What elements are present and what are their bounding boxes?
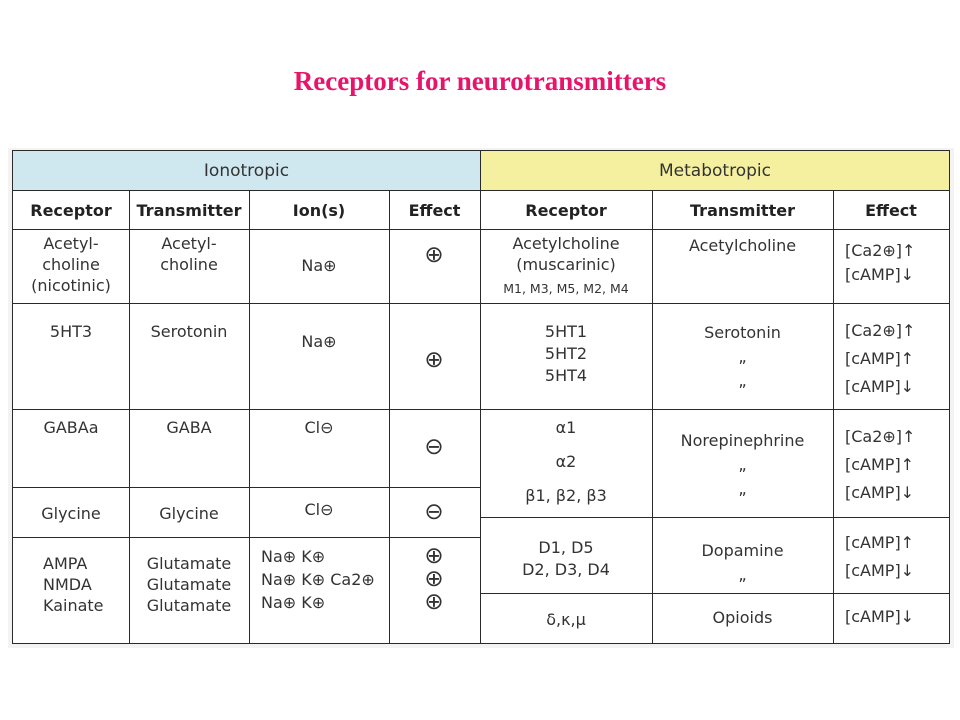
iono-transmitter-cell: Glycine — [159, 504, 219, 523]
meta-receptor-cell: 5HT1 5HT2 5HT4 — [544, 322, 588, 385]
meta-effect-cell: [Ca2⊕]↑ [cAMP]↓ — [845, 241, 916, 284]
ionotropic-group-header: Ionotropic — [13, 151, 480, 191]
divider — [480, 303, 949, 304]
meta-effect-cell: [cAMP]↓ — [845, 607, 915, 626]
divider — [480, 409, 949, 410]
metabotropic-group-header: Metabotropic — [480, 151, 949, 191]
divider — [13, 409, 480, 410]
divider — [480, 593, 949, 594]
iono-transmitter-cell: Glutamate Glutamate Glutamate — [146, 554, 232, 615]
header-receptor-meta: Receptor — [525, 200, 607, 220]
divider — [13, 537, 480, 538]
header-receptor-iono: Receptor — [30, 200, 112, 220]
iono-ions-cell: Na⊕ K⊕ Na⊕ K⊕ Ca2⊕ Na⊕ K⊕ — [261, 547, 375, 612]
meta-receptor-cell: D1, D5 D2, D3, D4 — [522, 538, 610, 579]
divider — [13, 303, 480, 304]
excitatory-effect-icon: ⊕ — [424, 347, 444, 373]
iono-receptor-cell: Glycine — [41, 504, 101, 523]
inhibitory-effect-icon: ⊖ — [424, 499, 444, 525]
header-transmitter-meta: Transmitter — [690, 200, 795, 220]
meta-receptor-cell: δ,κ,μ — [546, 610, 586, 629]
meta-effect-cell: [Ca2⊕]↑ [cAMP]↑ [cAMP]↓ — [845, 321, 916, 396]
iono-ions-cell: Na⊕ — [301, 256, 337, 275]
header-ions: Ion(s) — [292, 200, 346, 220]
iono-transmitter-cell: Acetyl- choline — [160, 234, 218, 274]
iono-receptor-cell: GABAa — [43, 418, 99, 437]
inhibitory-effect-icon: ⊖ — [424, 434, 444, 460]
divider — [480, 517, 949, 518]
meta-transmitter-cell: Dopamine „ — [701, 541, 784, 584]
meta-receptor-subtypes: M1, M3, M5, M2, M4 — [503, 281, 629, 296]
iono-transmitter-cell: Serotonin — [150, 322, 228, 341]
divider — [13, 487, 480, 488]
header-effect-iono: Effect — [408, 200, 461, 220]
iono-receptor-cell: AMPA NMDA Kainate — [43, 554, 104, 615]
iono-receptor-cell: 5HT3 — [49, 322, 93, 341]
header-transmitter-iono: Transmitter — [136, 200, 242, 220]
iono-transmitter-cell: GABA — [166, 418, 212, 437]
meta-transmitter-cell: Norepinephrine „ „ — [680, 431, 805, 498]
meta-effect-cell: [Ca2⊕]↑ [cAMP]↑ [cAMP]↓ — [845, 427, 916, 502]
meta-transmitter-cell: Opioids — [712, 608, 773, 627]
header-divider — [13, 229, 949, 230]
iono-ions-cell: Na⊕ — [301, 332, 337, 351]
meta-transmitter-cell: Acetylcholine — [688, 236, 797, 255]
meta-receptor-cell: α1 α2 β1, β2, β3 — [525, 418, 607, 505]
excitatory-effect-icon: ⊕ ⊕ ⊕ — [424, 543, 444, 615]
iono-ions-cell: Cl⊖ — [304, 500, 334, 519]
page-title: Receptors for neurotransmitters — [293, 66, 667, 96]
receptor-table — [12, 150, 950, 644]
meta-effect-cell: [cAMP]↑ [cAMP]↓ — [845, 533, 915, 580]
excitatory-effect-icon: ⊕ — [424, 242, 444, 268]
divider — [833, 191, 834, 643]
meta-receptor-cell: Acetylcholine (muscarinic) — [512, 234, 620, 274]
meta-transmitter-cell: Serotonin „ „ — [704, 323, 781, 390]
header-effect-meta: Effect — [865, 200, 917, 220]
iono-receptor-cell: Acetyl- choline (nicotinic) — [31, 234, 111, 295]
iono-ions-cell: Cl⊖ — [304, 418, 334, 437]
